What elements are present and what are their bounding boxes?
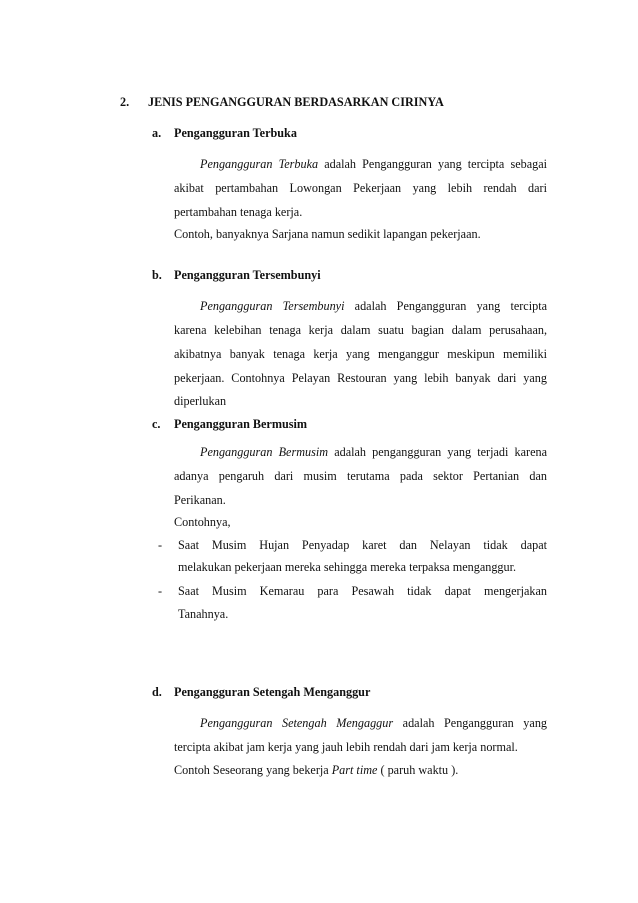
bullet-2-line-2: Tanahnya. bbox=[178, 607, 229, 621]
item-a-line-1: Pengangguran Terbuka adalah Pengangguran yang tercipta sebagai bbox=[200, 157, 547, 171]
section-number: 2. bbox=[120, 95, 130, 109]
item-c-line-4: Contohnya, bbox=[174, 515, 231, 529]
item-d-example: Contoh Seseorang yang bekerja Part time ( paruh waktu ). bbox=[174, 763, 459, 777]
item-c-line-2: adanya pengaruh dari musim terutama pada sektor Pertanian dan bbox=[174, 469, 547, 483]
section-title: JENIS PENGANGGURAN BERDASARKAN CIRINYA bbox=[148, 95, 444, 109]
item-d-letter: d. bbox=[152, 685, 162, 699]
item-a-letter: a. bbox=[152, 126, 162, 140]
item-b-line-5: diperlukan bbox=[174, 394, 227, 408]
item-a-line-2: akibat pertambahan Lowongan Pekerjaan yang lebih rendah dari bbox=[174, 181, 547, 195]
item-b-title: Pengangguran Tersembunyi bbox=[174, 268, 321, 282]
item-c-title: Pengangguran Bermusim bbox=[174, 417, 308, 431]
item-d-title: Pengangguran Setengah Menganggur bbox=[174, 685, 371, 699]
item-b-line-2: karena kelebihan tenaga kerja dalam suatu bagian dalam perusahaan, bbox=[174, 323, 547, 337]
item-d-part-time: Part time bbox=[331, 763, 378, 777]
bullet-mark: - bbox=[158, 584, 163, 598]
item-c-line-3: Perikanan. bbox=[174, 493, 226, 507]
item-b-term: Pengangguran Tersembunyi bbox=[200, 299, 345, 313]
item-a-line-3: pertambahan tenaga kerja. bbox=[174, 205, 303, 219]
bullet-2-line-1: Saat Musim Kemarau para Pesawah tidak dapat mengerjakan bbox=[178, 584, 547, 598]
bullet-1-line-2: melakukan pekerjaan mereka sehingga mereka terpaksa menganggur. bbox=[178, 560, 517, 574]
item-c-letter: c. bbox=[152, 417, 161, 431]
item-d-term: Pengangguran Setengah Mengaggur bbox=[200, 716, 394, 730]
bullet-mark: - bbox=[158, 538, 163, 552]
item-b-line-3: akibatnya banyak tenaga kerja yang menganggur meskipun memiliki bbox=[174, 347, 547, 361]
item-c-term: Pengangguran Bermusim bbox=[200, 445, 329, 459]
bullet-1-line-1: Saat Musim Hujan Penyadap karet dan Nelayan tidak dapat bbox=[178, 538, 547, 552]
item-b-line-4: pekerjaan. Contohnya Pelayan Restouran yang lebih banyak dari yang bbox=[174, 371, 547, 385]
item-d-line-2: tercipta akibat jam kerja yang jauh lebih rendah dari jam kerja normal. bbox=[174, 740, 518, 754]
item-b-line-1: Pengangguran Tersembunyi adalah Pengangguran yang tercipta bbox=[200, 299, 547, 313]
item-b-letter: b. bbox=[152, 268, 162, 282]
item-a-example: Contoh, banyaknya Sarjana namun sedikit lapangan pekerjaan. bbox=[174, 227, 481, 241]
item-a-term: Pengangguran Terbuka bbox=[200, 157, 319, 171]
item-c-line-1: Pengangguran Bermusim adalah pengangguran yang terjadi karena bbox=[200, 445, 547, 459]
item-a-title: Pengangguran Terbuka bbox=[174, 126, 297, 140]
item-d-line-1: Pengangguran Setengah Mengaggur adalah Pengangguran yang bbox=[200, 716, 548, 730]
